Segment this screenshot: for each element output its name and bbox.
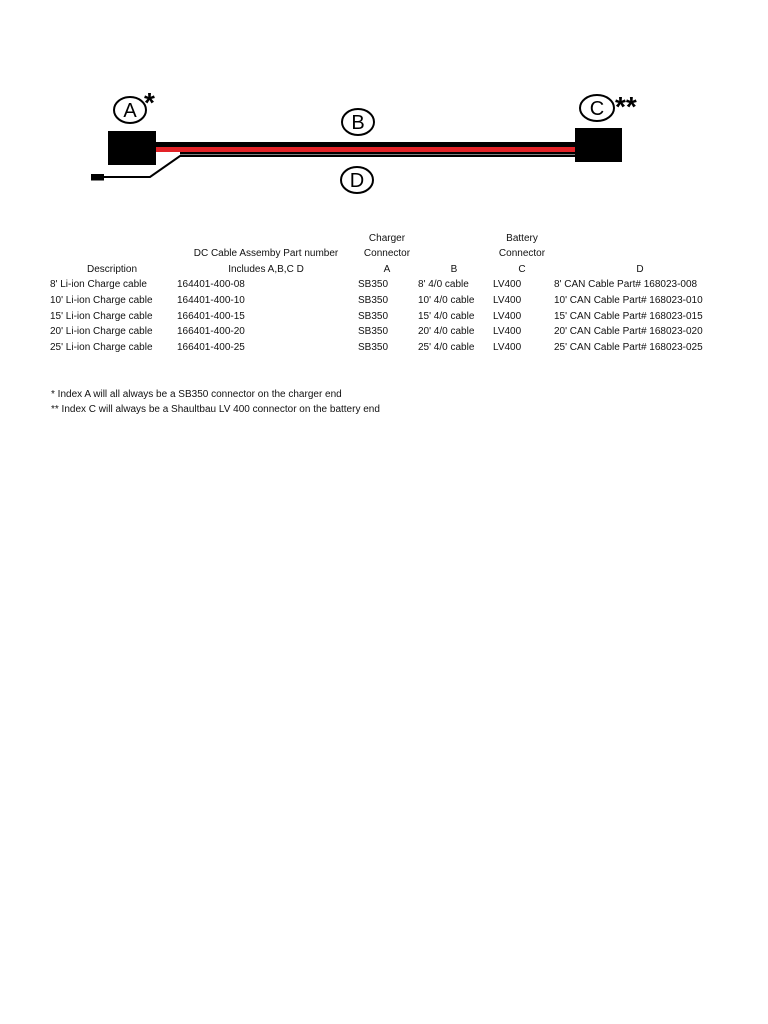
header-charger-line2: Connector (363, 248, 411, 259)
header-b: B (450, 264, 458, 275)
cable-b-black-top (156, 142, 576, 147)
row-battery-connector: LV400 (493, 279, 522, 290)
label-c-asterisks: ** (615, 91, 637, 122)
row-can-cable: 20' CAN Cable Part# 168023-020 (554, 326, 703, 337)
header-battery-line1: Battery (506, 233, 538, 244)
connector-c (575, 128, 622, 162)
row-charger-connector: SB350 (358, 342, 389, 353)
row-charger-connector: SB350 (358, 295, 389, 306)
label-a-asterisk: * (144, 87, 155, 118)
row-description: 20' Li-ion Charge cable (50, 326, 153, 337)
cable-diagram (0, 0, 768, 200)
label-b: B (351, 112, 365, 134)
header-battery-line2: Connector (498, 248, 546, 259)
row-charger-connector: SB350 (358, 279, 389, 290)
footnote-index-c: ** Index C will always be a Shaultbau LV 400 connector on the battery end (51, 404, 380, 415)
row-can-cable: 25' CAN Cable Part# 168023-025 (554, 342, 703, 353)
can-wire-plug (91, 174, 104, 181)
row-part-number: 166401-400-25 (177, 342, 245, 353)
row-battery-connector: LV400 (493, 342, 522, 353)
row-part-number: 166401-400-20 (177, 326, 245, 337)
row-cable: 8' 4/0 cable (418, 279, 469, 290)
row-battery-connector: LV400 (493, 311, 522, 322)
header-d: D (636, 264, 644, 275)
footnote-index-a: * Index A will all always be a SB350 connector on the charger end (51, 389, 342, 400)
row-cable: 20' 4/0 cable (418, 326, 475, 337)
row-description: 25' Li-ion Charge cable (50, 342, 153, 353)
header-charger-line1: Charger (368, 233, 406, 244)
row-description: 15' Li-ion Charge cable (50, 311, 153, 322)
row-cable: 25' 4/0 cable (418, 342, 475, 353)
header-description: Description (86, 264, 138, 275)
row-part-number: 164401-400-10 (177, 295, 245, 306)
header-battery-line3: C (518, 264, 526, 275)
can-wire-d (103, 156, 578, 177)
row-can-cable: 15' CAN Cable Part# 168023-015 (554, 311, 703, 322)
row-part-number: 166401-400-15 (177, 311, 245, 322)
header-part-line1: DC Cable Assemby Part number (193, 248, 339, 259)
row-cable: 10' 4/0 cable (418, 295, 475, 306)
header-charger-line3: A (383, 264, 391, 275)
row-charger-connector: SB350 (358, 311, 389, 322)
row-charger-connector: SB350 (358, 326, 389, 337)
label-a: A (123, 100, 137, 122)
cable-b-black-bottom (180, 152, 576, 155)
row-description: 10' Li-ion Charge cable (50, 295, 153, 306)
row-can-cable: 8' CAN Cable Part# 168023-008 (554, 279, 698, 290)
row-can-cable: 10' CAN Cable Part# 168023-010 (554, 295, 703, 306)
connector-a (108, 131, 156, 165)
row-cable: 15' 4/0 cable (418, 311, 475, 322)
row-battery-connector: LV400 (493, 326, 522, 337)
row-description: 8' Li-ion Charge cable (50, 279, 147, 290)
header-part-line2: Includes A,B,C D (228, 264, 304, 275)
row-part-number: 164401-400-08 (177, 279, 245, 290)
label-d: D (349, 170, 365, 192)
label-c: C (589, 98, 605, 120)
row-battery-connector: LV400 (493, 295, 522, 306)
cable-b-red (156, 147, 576, 152)
